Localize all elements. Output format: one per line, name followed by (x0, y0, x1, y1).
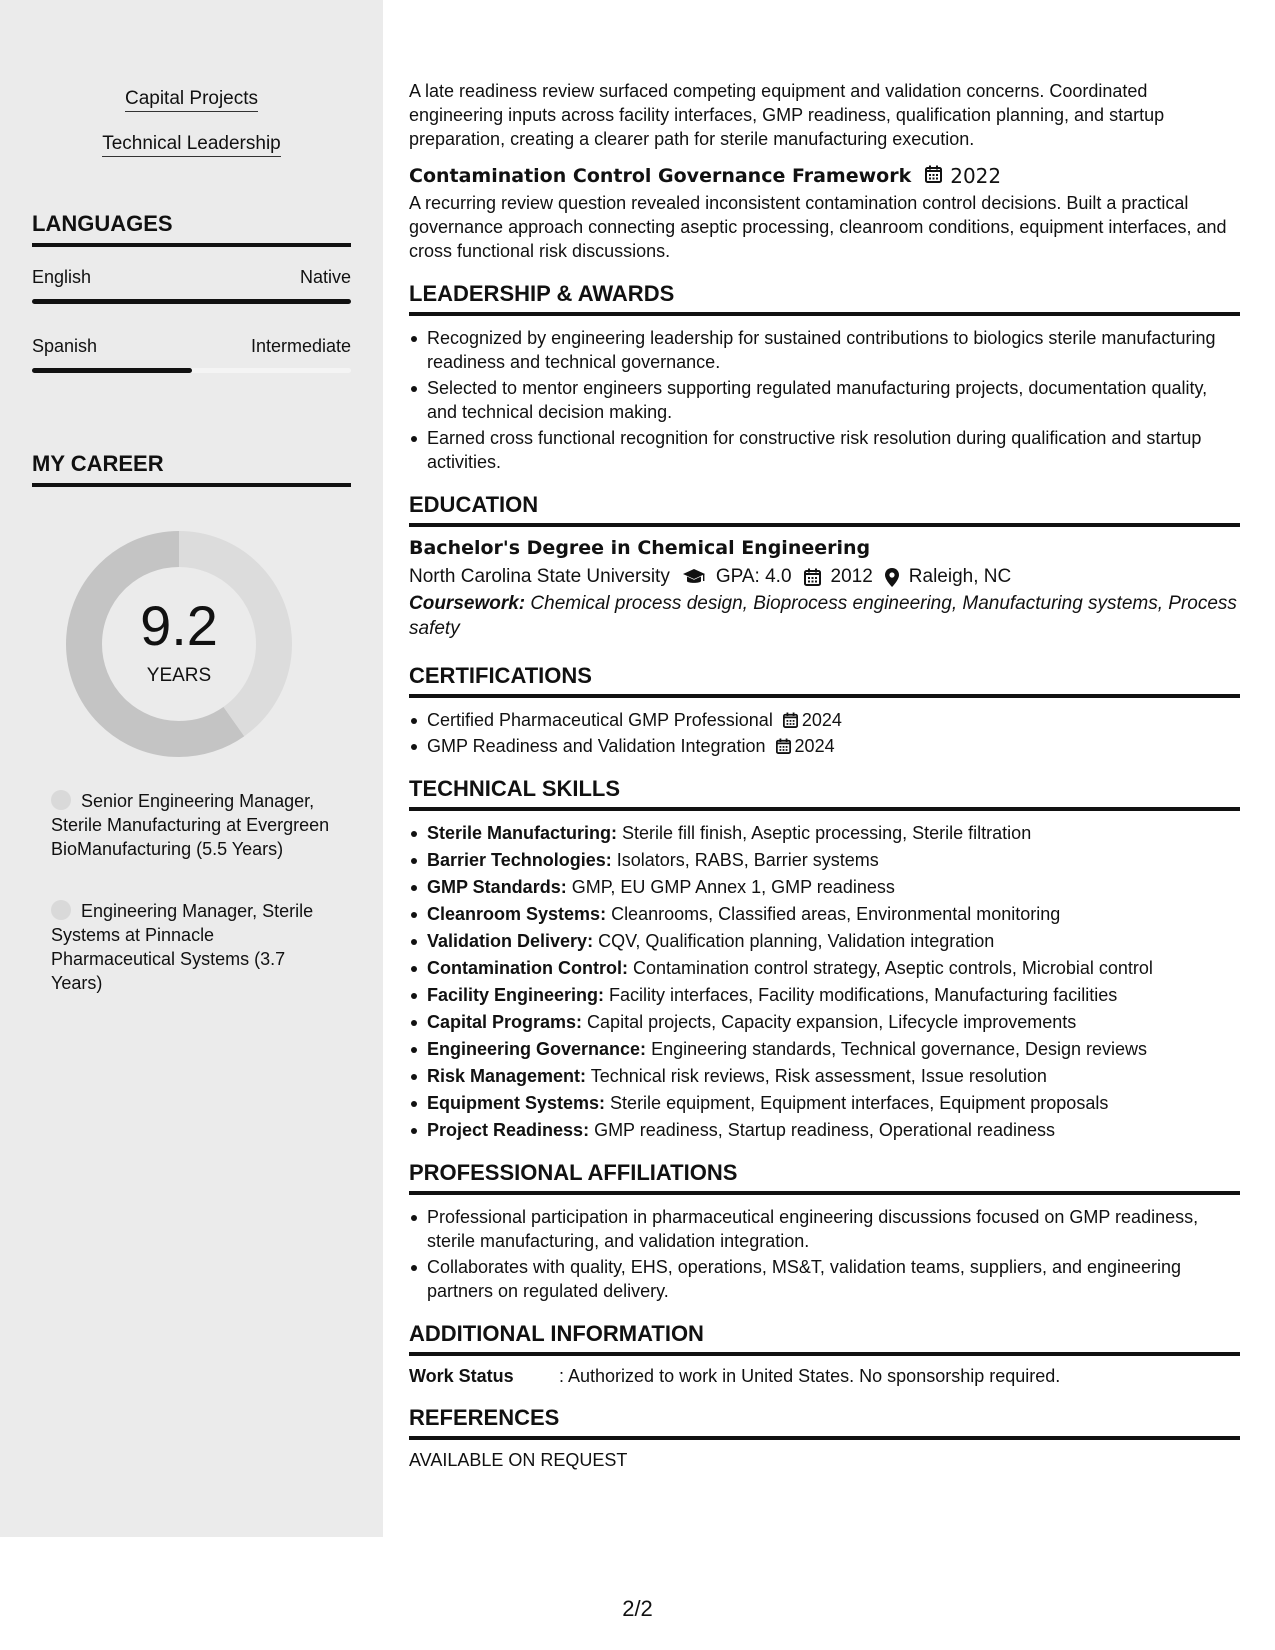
education-year: 2012 (830, 566, 873, 587)
language-level: Native (299, 267, 351, 287)
work-status-row (409, 1366, 1240, 1387)
skill-label: Risk Management: (427, 1066, 587, 1086)
project-description: A recurring review question revealed inconsistent contamination control decisions. Built a practical governance approach connecting aseptic processing, cleanroom conditions, equipment interfaces, and cross functional risk discussions. (409, 193, 1227, 261)
language-bar (32, 368, 351, 373)
skill-value: Sterile equipment, Equipment interfaces, Equipment proposals (605, 1093, 1109, 1113)
education-location: Raleigh, NC (908, 566, 1012, 587)
references-text: AVAILABLE ON REQUEST (409, 1450, 628, 1470)
skill-tag: Capital Projects (0, 88, 383, 110)
career-legend-dot (51, 790, 71, 810)
certifications-heading: CERTIFICATIONS (409, 663, 1240, 698)
language-bar-fill (32, 299, 351, 304)
project-intro-text: A late readiness review surfaced competing equipment and validation concerns. Coordinated engineering inputs across facility interfaces, GMP readiness, qualification planning, and startup preparation, creating a clearer path for sterile manufacturing execution. (409, 81, 1165, 149)
education-degree: Bachelor's Degree in Chemical Engineering (409, 537, 871, 559)
list-item: Earned cross functional recognition for constructive risk resolution during qualification and startup activities. (409, 426, 1240, 474)
skills-list (409, 821, 1240, 1142)
page-number: 2/2 (622, 1596, 653, 1621)
skill-label: Project Readiness: (427, 1120, 590, 1140)
affiliations-list (409, 1205, 1240, 1303)
language-row (32, 267, 351, 288)
skill-label: Cleanroom Systems: (427, 904, 607, 924)
calendar-icon (783, 712, 798, 728)
calendar-icon (804, 568, 821, 586)
skill-label: GMP Standards: (427, 877, 567, 897)
skill-label: Equipment Systems: (427, 1093, 606, 1113)
skill-value: Engineering standards, Technical governance, Design reviews (646, 1039, 1148, 1059)
education-gpa: GPA: 4.0 (715, 566, 792, 587)
references-heading: REFERENCES (409, 1405, 1240, 1440)
languages-heading: LANGUAGES (32, 211, 351, 247)
project-title-row (409, 164, 1240, 188)
graduation-cap-icon (682, 568, 706, 586)
education-coursework (409, 591, 1240, 641)
certification-item (409, 734, 1240, 758)
skill-item (409, 1091, 1240, 1115)
skill-item (409, 1064, 1240, 1088)
list-item: Collaborates with quality, EHS, operations, MS&T, validation teams, suppliers, and engineering partners on regulated delivery. (409, 1255, 1240, 1303)
certifications-list (409, 708, 1240, 758)
skill-item (409, 902, 1240, 926)
education-heading: EDUCATION (409, 492, 1240, 527)
skill-value: Cleanrooms, Classified areas, Environmental monitoring (606, 904, 1061, 924)
coursework-label: Coursework: (409, 593, 526, 614)
skill-value: Sterile fill finish, Aseptic processing, Sterile filtration (617, 823, 1032, 843)
career-item: Engineering Manager, Sterile Systems at Pinnacle Pharmaceutical Systems (3.7 Years) (51, 901, 314, 993)
skills-heading: TECHNICAL SKILLS (409, 776, 1240, 811)
skill-tag: Technical Leadership (0, 133, 383, 155)
skill-value: Contamination control strategy, Aseptic controls, Microbial control (627, 958, 1153, 978)
career-heading: MY CAREER (32, 451, 351, 487)
leadership-list (409, 326, 1240, 474)
language-name: Spanish (32, 336, 98, 356)
leadership-heading: LEADERSHIP & AWARDS (409, 281, 1240, 316)
skill-item (409, 1037, 1240, 1061)
skill-item (409, 848, 1240, 872)
sidebar (0, 0, 383, 1537)
project-year: 2022 (950, 164, 1002, 188)
skill-value: Capital projects, Capacity expansion, Lifecycle improvements (582, 1012, 1077, 1032)
career-years-total: 9.2 (140, 594, 218, 657)
main-content (409, 79, 1240, 1471)
list-item: Professional participation in pharmaceutical engineering discussions focused on GMP readiness, sterile manufacturing, and validation integration. (409, 1205, 1240, 1253)
career-item: Senior Engineering Manager, Sterile Manufacturing at Evergreen BioManufacturing (5.5 Years) (51, 791, 330, 859)
skill-label: Capital Programs: (427, 1012, 583, 1032)
skill-item (409, 821, 1240, 845)
skill-label: Engineering Governance: (427, 1039, 647, 1059)
location-pin-icon (885, 568, 899, 587)
skill-value: Technical risk reviews, Risk assessment, Issue resolution (586, 1066, 1047, 1086)
skill-label: Facility Engineering: (427, 985, 605, 1005)
language-bar (32, 299, 351, 304)
skill-label: Barrier Technologies: (427, 850, 612, 870)
list-item: Selected to mentor engineers supporting regulated manufacturing projects, documentation quality, and technical decision making. (409, 376, 1240, 424)
coursework-text: Chemical process design, Bioprocess engineering, Manufacturing systems, Process safety (409, 593, 1237, 639)
skill-item (409, 875, 1240, 899)
skill-value: Isolators, RABS, Barrier systems (611, 850, 879, 870)
skill-item (409, 956, 1240, 980)
skill-item (409, 1010, 1240, 1034)
affiliations-heading: PROFESSIONAL AFFILIATIONS (409, 1160, 1240, 1195)
skill-label: Contamination Control: (427, 958, 628, 978)
language-name: English (32, 267, 92, 287)
skill-item (409, 929, 1240, 953)
education-details (409, 563, 1240, 591)
work-status-value: : Authorized to work in United States. No sponsorship required. (559, 1366, 1061, 1386)
certification-year: 2024 (801, 710, 842, 730)
skill-item (409, 983, 1240, 1007)
education-school: North Carolina State University (409, 566, 670, 587)
work-status-label: Work Status (409, 1366, 514, 1386)
career-years-unit: YEARS (146, 665, 212, 686)
list-item: Recognized by engineering leadership for sustained contributions to biologics sterile manufacturing readiness and technical governance. (409, 326, 1240, 374)
additional-info-heading: ADDITIONAL INFORMATION (409, 1321, 1240, 1356)
certification-name: GMP Readiness and Validation Integration (427, 736, 766, 756)
language-row (32, 336, 351, 357)
language-level: Intermediate (250, 336, 351, 356)
career-legend-dot (51, 900, 71, 920)
skill-value: CQV, Qualification planning, Validation integration (593, 931, 995, 951)
skill-item (409, 1118, 1240, 1142)
certification-name: Certified Pharmaceutical GMP Professional (427, 710, 773, 730)
calendar-icon (776, 738, 791, 754)
language-bar-fill (32, 368, 192, 373)
skill-value: GMP readiness, Startup readiness, Operational readiness (589, 1120, 1055, 1140)
skill-label: Sterile Manufacturing: (427, 823, 618, 843)
skill-label: Validation Delivery: (427, 931, 594, 951)
certification-item (409, 708, 1240, 732)
project-title: Contamination Control Governance Framework (409, 165, 912, 187)
skill-value: Facility interfaces, Facility modifications, Manufacturing facilities (604, 985, 1118, 1005)
certification-year: 2024 (794, 736, 835, 756)
calendar-icon (925, 165, 942, 188)
skill-value: GMP, EU GMP Annex 1, GMP readiness (566, 877, 895, 897)
